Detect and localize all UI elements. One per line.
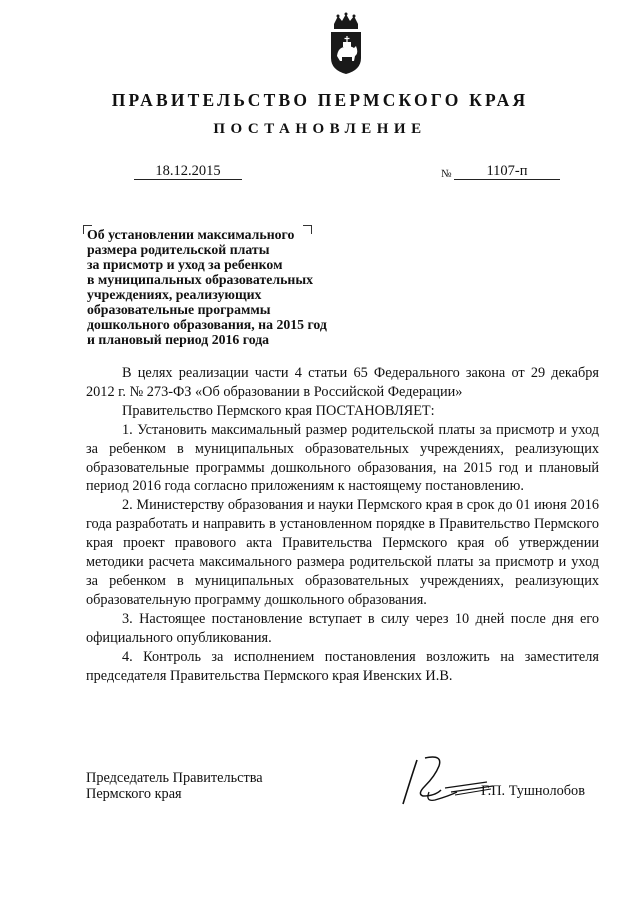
subject-line: размера родительской платы — [87, 242, 270, 257]
document-body — [86, 364, 599, 685]
body-paragraph: Правительство Пермского края ПОСТАНОВЛЯЕТ: — [122, 402, 435, 419]
signer-position-line: Пермского края — [86, 786, 182, 802]
body-paragraph: 1. Установить максимальный размер родительской платы за присмотр и уход за ребенком в муниципальных образовательных учреждениях, реализующих образовательные программы дошкольного образования, на 2015 год и плановый период 2016 года согласно приложениям к настоящему постановлению. — [86, 421, 599, 495]
document-date: 18.12.2015 — [134, 163, 242, 180]
subject-line: образовательные программы — [87, 302, 271, 317]
subject-line: за присмотр и уход за ребенком — [87, 257, 283, 272]
signer-name: Г.П. Тушнолобов — [481, 783, 585, 799]
government-title: ПРАВИТЕЛЬСТВО ПЕРМСКОГО КРАЯ — [111, 90, 529, 110]
number-sign: № — [441, 168, 452, 180]
subject-line: в муниципальных образовательных — [87, 272, 314, 287]
signer-position-line: Председатель Правительства — [86, 770, 263, 786]
coat-of-arms-icon — [326, 12, 366, 76]
document-type: ПОСТАНОВЛЕНИЕ — [213, 121, 427, 137]
body-paragraph: В целях реализации части 4 статьи 65 Федерального закона от 29 декабря 2012 г. № 273-ФЗ «Об образовании в Российской Федерации» — [86, 365, 599, 400]
document-subject — [87, 227, 367, 347]
signer-position — [86, 770, 263, 802]
body-paragraph: 4. Контроль за исполнением постановления возложить на заместителя председателя Правительства Пермского края Ивенских И.В. — [86, 648, 599, 684]
subject-line: и плановый период 2016 года — [87, 332, 270, 347]
subject-line: Об установлении максимального — [87, 227, 295, 242]
body-paragraph: 3. Настоящее постановление вступает в силу через 10 дней после дня его официального опубликования. — [86, 610, 599, 646]
document-number: 1107-п — [454, 163, 560, 180]
subject-line: учреждениях, реализующих — [87, 287, 262, 302]
subject-line: дошкольного образования, на 2015 год — [87, 317, 327, 332]
body-paragraph: 2. Министерству образования и науки Пермского края в срок до 01 июня 2016 года разработать и направить в установленном порядке в Правительство Пермского края проект правового акта Правительства Пермского края об утверждении методики расчета максимального размера родительской платы за присмотр и уход за ребенком в муниципальных образовательных учреждениях, реализующих образовательную программу дошкольного образования. — [86, 497, 599, 608]
